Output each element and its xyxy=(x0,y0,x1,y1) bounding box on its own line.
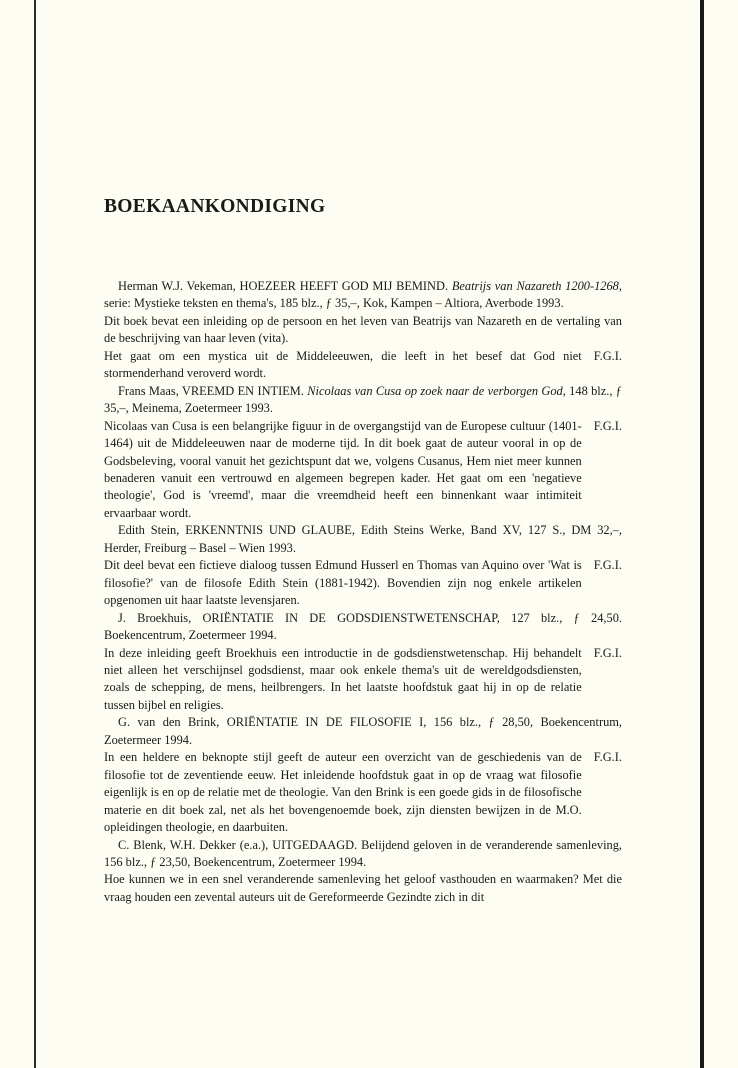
entry-body-last: In een heldere en beknopte stijl geeft de auteur een overzicht van de geschiedenis van de filosofie tot de zeventiende eeuw. Het inleidende hoofdstuk gaat in op de vraag wat filosofie eigenlijk is en op de relatie met de theologie. Van den Brink is een goede gids in de filosofische materie en dit boek zal, net als het bovengenoemde boek, zijn diensten bewijzen in de M.O. opleidingen theologie, en daarbuiten. xyxy=(104,750,582,835)
announcements xyxy=(104,278,622,906)
book-subtitle: Nicolaas van Cusa op zoek naar de verborgen God xyxy=(307,383,563,398)
entry-body-last: Hoe kunnen we in een snel veranderende samenleving het geloof vasthouden en waarmaken? Met die vraag houden een zevental auteurs uit de Gereformeerde Gezindte zich in dit xyxy=(104,872,622,904)
entry-header: Edith Stein, ERKENNTNIS UND GLAUBE, Edith Steins Werke, Band XV, 127 S., DM 32,–, Herder, Freiburg – Basel – Wien 1993. xyxy=(104,523,622,555)
entry-body-last: Het gaat om een mystica uit de Middeleeuwen, die leeft in het besef dat God niet stormenderhand veroverd wordt. xyxy=(104,348,582,381)
book-entry-maas xyxy=(104,383,622,523)
entry-closing xyxy=(104,645,622,715)
reviewer-signature: F.G.I. xyxy=(593,750,622,765)
reviewer-signature: F.G.I. xyxy=(593,645,622,660)
book-entry-blenk-dekker xyxy=(104,837,622,907)
entry-closing xyxy=(104,348,622,383)
book-entry-vekeman xyxy=(104,278,622,383)
entry-header: J. Broekhuis, ORIËNTATIE IN DE GODSDIENSTWETENSCHAP, 127 blz., ƒ 24,50. Boekencentrum, Zoetermeer 1994. xyxy=(104,610,622,643)
entry-header: Frans Maas, VREEMD EN INTIEM. Nicolaas van Cusa op zoek naar de verborgen God, 148 blz., ƒ 35,–, Meinema, Zoetermeer 1993. xyxy=(104,383,622,416)
reviewer-signature: F.G.I. xyxy=(593,348,622,363)
entry-header: Herman W.J. Vekeman, HOEZEER HEEFT GOD MIJ BEMIND. Beatrijs van Nazareth 1200-1268, serie: Mystieke teksten en thema's, 185 blz., ƒ 35,–, Kok, Kampen – Altiora, Averbode 1993. xyxy=(104,279,622,311)
page-title: BOEKAANKONDIGING xyxy=(104,196,326,217)
entry-body-last: In deze inleiding geeft Broekhuis een introductie in de godsdienstwetenschap. Hij behandelt niet alleen het verschijnsel godsdienst, maar ook enkele thema's uit de wereldgodsdiensten, zoals de schepping, de mens, heilbrengers. In het laatste hoofdstuk gaat hij in op de relatie tussen bijbel en religies. xyxy=(104,645,582,712)
entry-body-last: Dit deel bevat een fictieve dialoog tussen Edmund Husserl en Thomas van Aquino over 'Wat is filosofie?' van de filosofe Edith Stein (1881-1942). Bovendien zijn nog enkele artikelen opgenomen uit haar laatste levensjaren. xyxy=(104,558,582,608)
scan-edge-left xyxy=(34,0,36,1068)
book-entry-van-den-brink xyxy=(104,714,622,836)
entry-body: Dit boek bevat een inleiding op de persoon en het leven van Beatrijs van Nazareth en de vertaling van de beschrijving van haar leven (vita). xyxy=(104,313,622,346)
entry-header: G. van den Brink, ORIËNTATIE IN DE FILOSOFIE I, 156 blz., ƒ 28,50, Boekencentrum, Zoetermeer 1994. xyxy=(104,715,622,747)
entry-header: C. Blenk, W.H. Dekker (e.a.), UITGEDAAGD. Belijdend geloven in de veranderende samenleving, 156 blz., ƒ 23,50, Boekencentrum, Zoetermeer 1994. xyxy=(104,837,622,869)
entry-closing xyxy=(104,418,622,523)
entry-closing xyxy=(104,749,622,836)
scan-edge-right xyxy=(700,0,704,1068)
book-entry-broekhuis xyxy=(104,610,622,715)
book-subtitle: Beatrijs van Nazareth 1200-1268 xyxy=(451,279,619,293)
entry-closing xyxy=(104,557,622,609)
reviewer-signature: F.G.I. xyxy=(593,558,622,573)
entry-body-last: Nicolaas van Cusa is een belangrijke figuur in de overgangstijd van de Europese cultuur (1401-1464) uit de Middeleeuwen naar de moderne tijd. In dit boek gaat de auteur vooral in op de Godsbeleving, vooral vanuit het gezichtspunt dat we, volgens Cusanus, Hem niet meer kunnen benaderen vanuit een vertrouwd en algemeen begrepen kader. Het gaat om een 'negatieve theologie', God is 'vreemd', maar die vreemdheid heeft een binnenkant waar intimiteit ervaarbaar wordt. xyxy=(104,418,582,520)
book-entry-stein xyxy=(104,522,622,609)
reviewer-signature: F.G.I. xyxy=(593,418,622,433)
